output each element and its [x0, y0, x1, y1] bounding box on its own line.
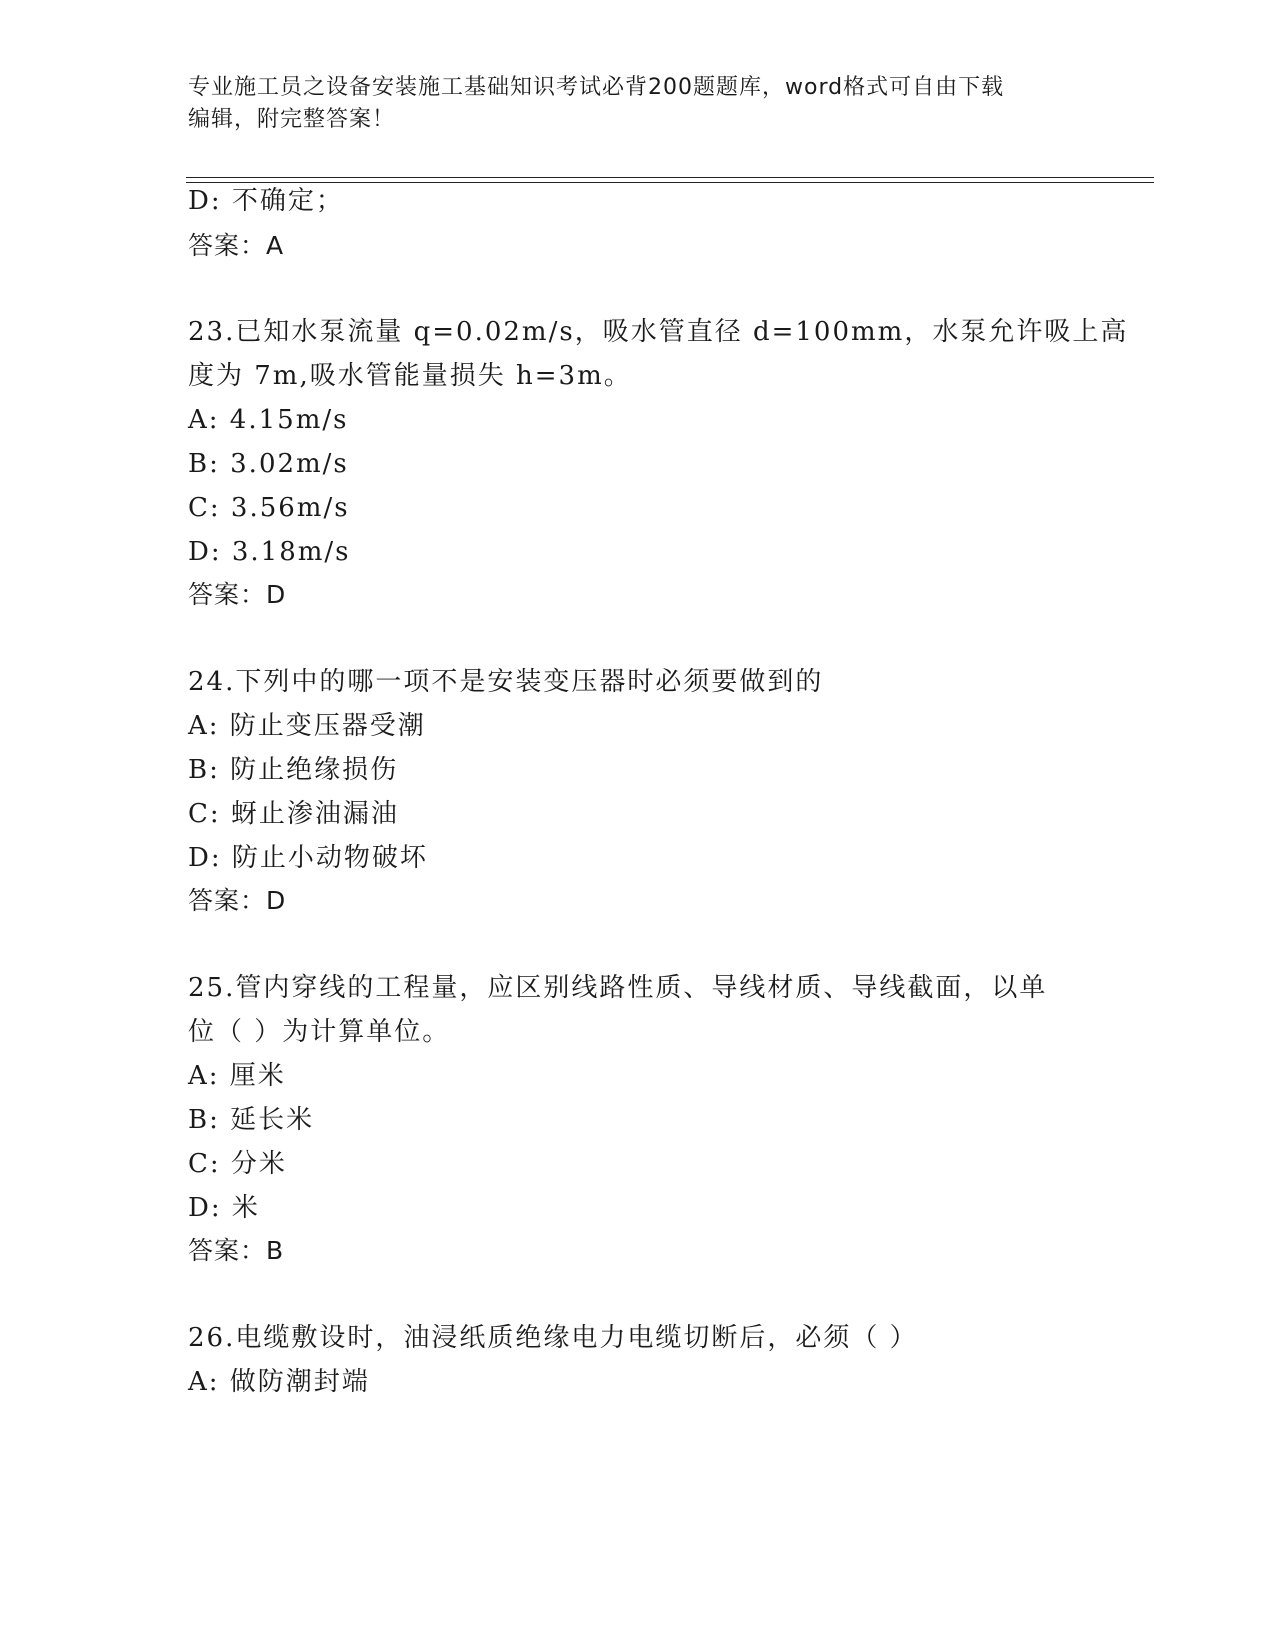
q23-answer: 答案：D: [188, 580, 287, 609]
q25-option-c: C: 分米: [188, 1149, 287, 1179]
q24-option-d: D: 防止小动物破坏: [188, 843, 428, 873]
q24-answer: 答案：D: [188, 886, 287, 915]
prev-option-d: D: 不确定；: [188, 186, 344, 216]
q25-stem-line-2: 位（ ）为计算单位。: [188, 1017, 451, 1047]
header-rule-top: [186, 177, 1154, 178]
q23-option-c: C: 3.56m/s: [188, 493, 350, 523]
prev-answer: 答案：A: [188, 231, 285, 260]
q25-option-a: A: 厘米: [188, 1061, 286, 1091]
header-title-line-1: 专业施工员之设备安装施工基础知识考试必背200题题库，word格式可自由下载: [188, 75, 1005, 100]
q26-stem-line-1: 26.电缆敷设时，油浸纸质绝缘电力电缆切断后，必须（ ）: [188, 1323, 918, 1353]
q26-option-a: A: 做防潮封端: [188, 1367, 370, 1397]
document-header: [188, 72, 1088, 136]
q24-option-a: A: 防止变压器受潮: [188, 711, 426, 741]
q23-option-d: D: 3.18m/s: [188, 537, 351, 567]
q24-option-c: C: 蚜止渗油漏油: [188, 799, 399, 829]
q23-stem-line-1: 23.已知水泵流量 q=0.02m/s，吸水管直径 d=100mm，水泵允许吸上高: [188, 317, 1129, 347]
q23-option-b: B: 3.02m/s: [188, 449, 349, 479]
q24-stem-line-1: 24.下列中的哪一项不是安装变压器时必须要做到的: [188, 667, 824, 697]
q23-stem-line-2: 度为 7m,吸水管能量损失 h=3m。: [188, 361, 632, 391]
q25-answer: 答案：B: [188, 1236, 285, 1265]
q25-option-b: B: 延长米: [188, 1105, 315, 1135]
header-title-line-2: 编辑，附完整答案！: [188, 107, 396, 132]
q25-option-d: D: 米: [188, 1193, 260, 1223]
q25-stem-line-1: 25.管内穿线的工程量，应区别线路性质、导线材质、导线截面，以单: [188, 973, 1048, 1003]
q24-option-b: B: 防止绝缘损伤: [188, 755, 399, 785]
q23-option-a: A: 4.15m/s: [188, 405, 349, 435]
